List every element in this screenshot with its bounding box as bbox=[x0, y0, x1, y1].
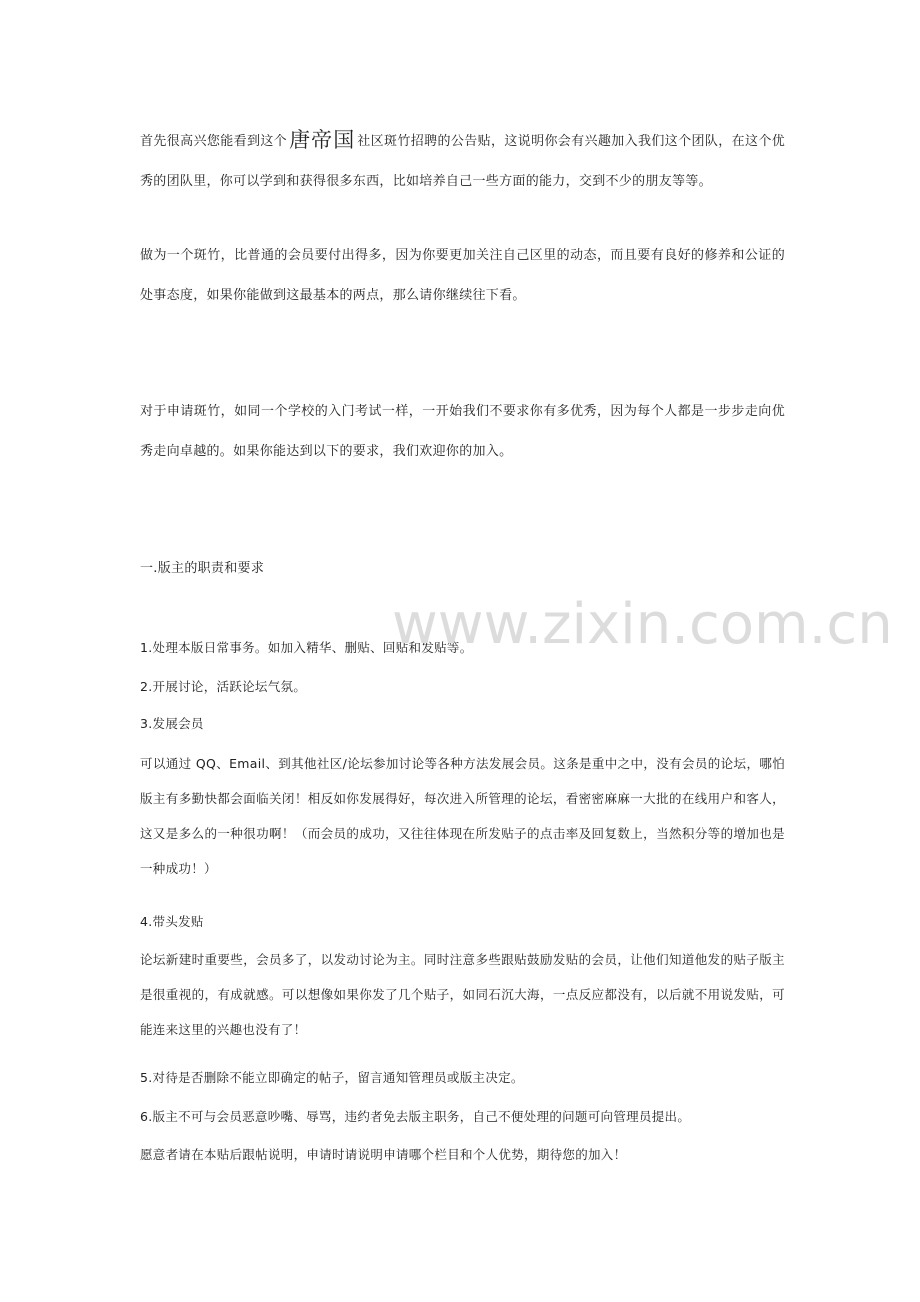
item-5: 5.对待是否删除不能立即确定的帖子，留言通知管理员或版主决定。 bbox=[140, 1070, 524, 1085]
item-2: 2.开展讨论，活跃论坛气氛。 bbox=[140, 679, 307, 694]
brand-name: 唐帝国 bbox=[289, 128, 356, 152]
intro-text-after: 社区斑竹招聘的公告贴，这说明你会有兴趣加入我们这个团队，在这个优秀的团队里，你可以学到和获得很多东西，比如培养自己一些方面的能力，交到不少的朋友等等。 bbox=[140, 134, 786, 189]
item-1: 1.处理本版日常事务。如加入精华、删贴、回贴和发贴等。 bbox=[140, 640, 473, 655]
section-title: 一.版主的职责和要求 bbox=[140, 561, 265, 576]
item-3-heading: 3.发展会员 bbox=[140, 716, 204, 731]
intro-paragraph-2: 做为一个斑竹，比普通的会员要付出得多，因为你要更加关注自己区里的动态，而且要有良好的修养和公证的处事态度，如果你能做到这最基本的两点，那么请你继续往下看。 bbox=[140, 248, 785, 303]
closing-note: 愿意者请在本贴后跟帖说明，申请时请说明申请哪个栏目和个人优势，期待您的加入！ bbox=[140, 1147, 627, 1162]
item-3-body: 可以通过 QQ、Email、到其他社区/论坛参加讨论等各种方法发展会员。这条是重中之中，没有会员的论坛，哪怕版主有多勤快都会面临关闭！相反如你发展得好，每次进入所管理的论坛，看密密麻麻一大批的在线用户和客人，这又是多么的一种很功啊！（而会员的成功，又往往体现在所发贴子的点击率及回复数上，当然积分等的增加也是一种成功！） bbox=[140, 756, 785, 876]
intro-paragraph-1 bbox=[140, 120, 785, 202]
intro-text-before: 首先很高兴您能看到这个 bbox=[140, 134, 288, 149]
item-4-body: 论坛新建时重要些，会员多了，以发动讨论为主。同时注意多些跟贴鼓励发贴的会员，让他们知道他发的贴子版主是很重视的，有成就感。可以想像如果你发了几个贴子，如同石沉大海，一点反应都没有，以后就不用说发贴，可能连来这里的兴趣也没有了！ bbox=[140, 952, 785, 1037]
intro-paragraph-3: 对于申请斑竹，如同一个学校的入门考试一样，一开始我们不要求你有多优秀，因为每个人都是一步步走向优秀走向卓越的。如果你能达到以下的要求，我们欢迎你的加入。 bbox=[140, 404, 785, 459]
item-6: 6.版主不可与会员恶意吵嘴、辱骂，违约者免去版主职务，自己不便处理的问题可向管理员提出。 bbox=[140, 1109, 691, 1124]
watermark: www.zixin.com.cn bbox=[392, 592, 893, 657]
item-4-heading: 4.带头发贴 bbox=[140, 914, 204, 929]
